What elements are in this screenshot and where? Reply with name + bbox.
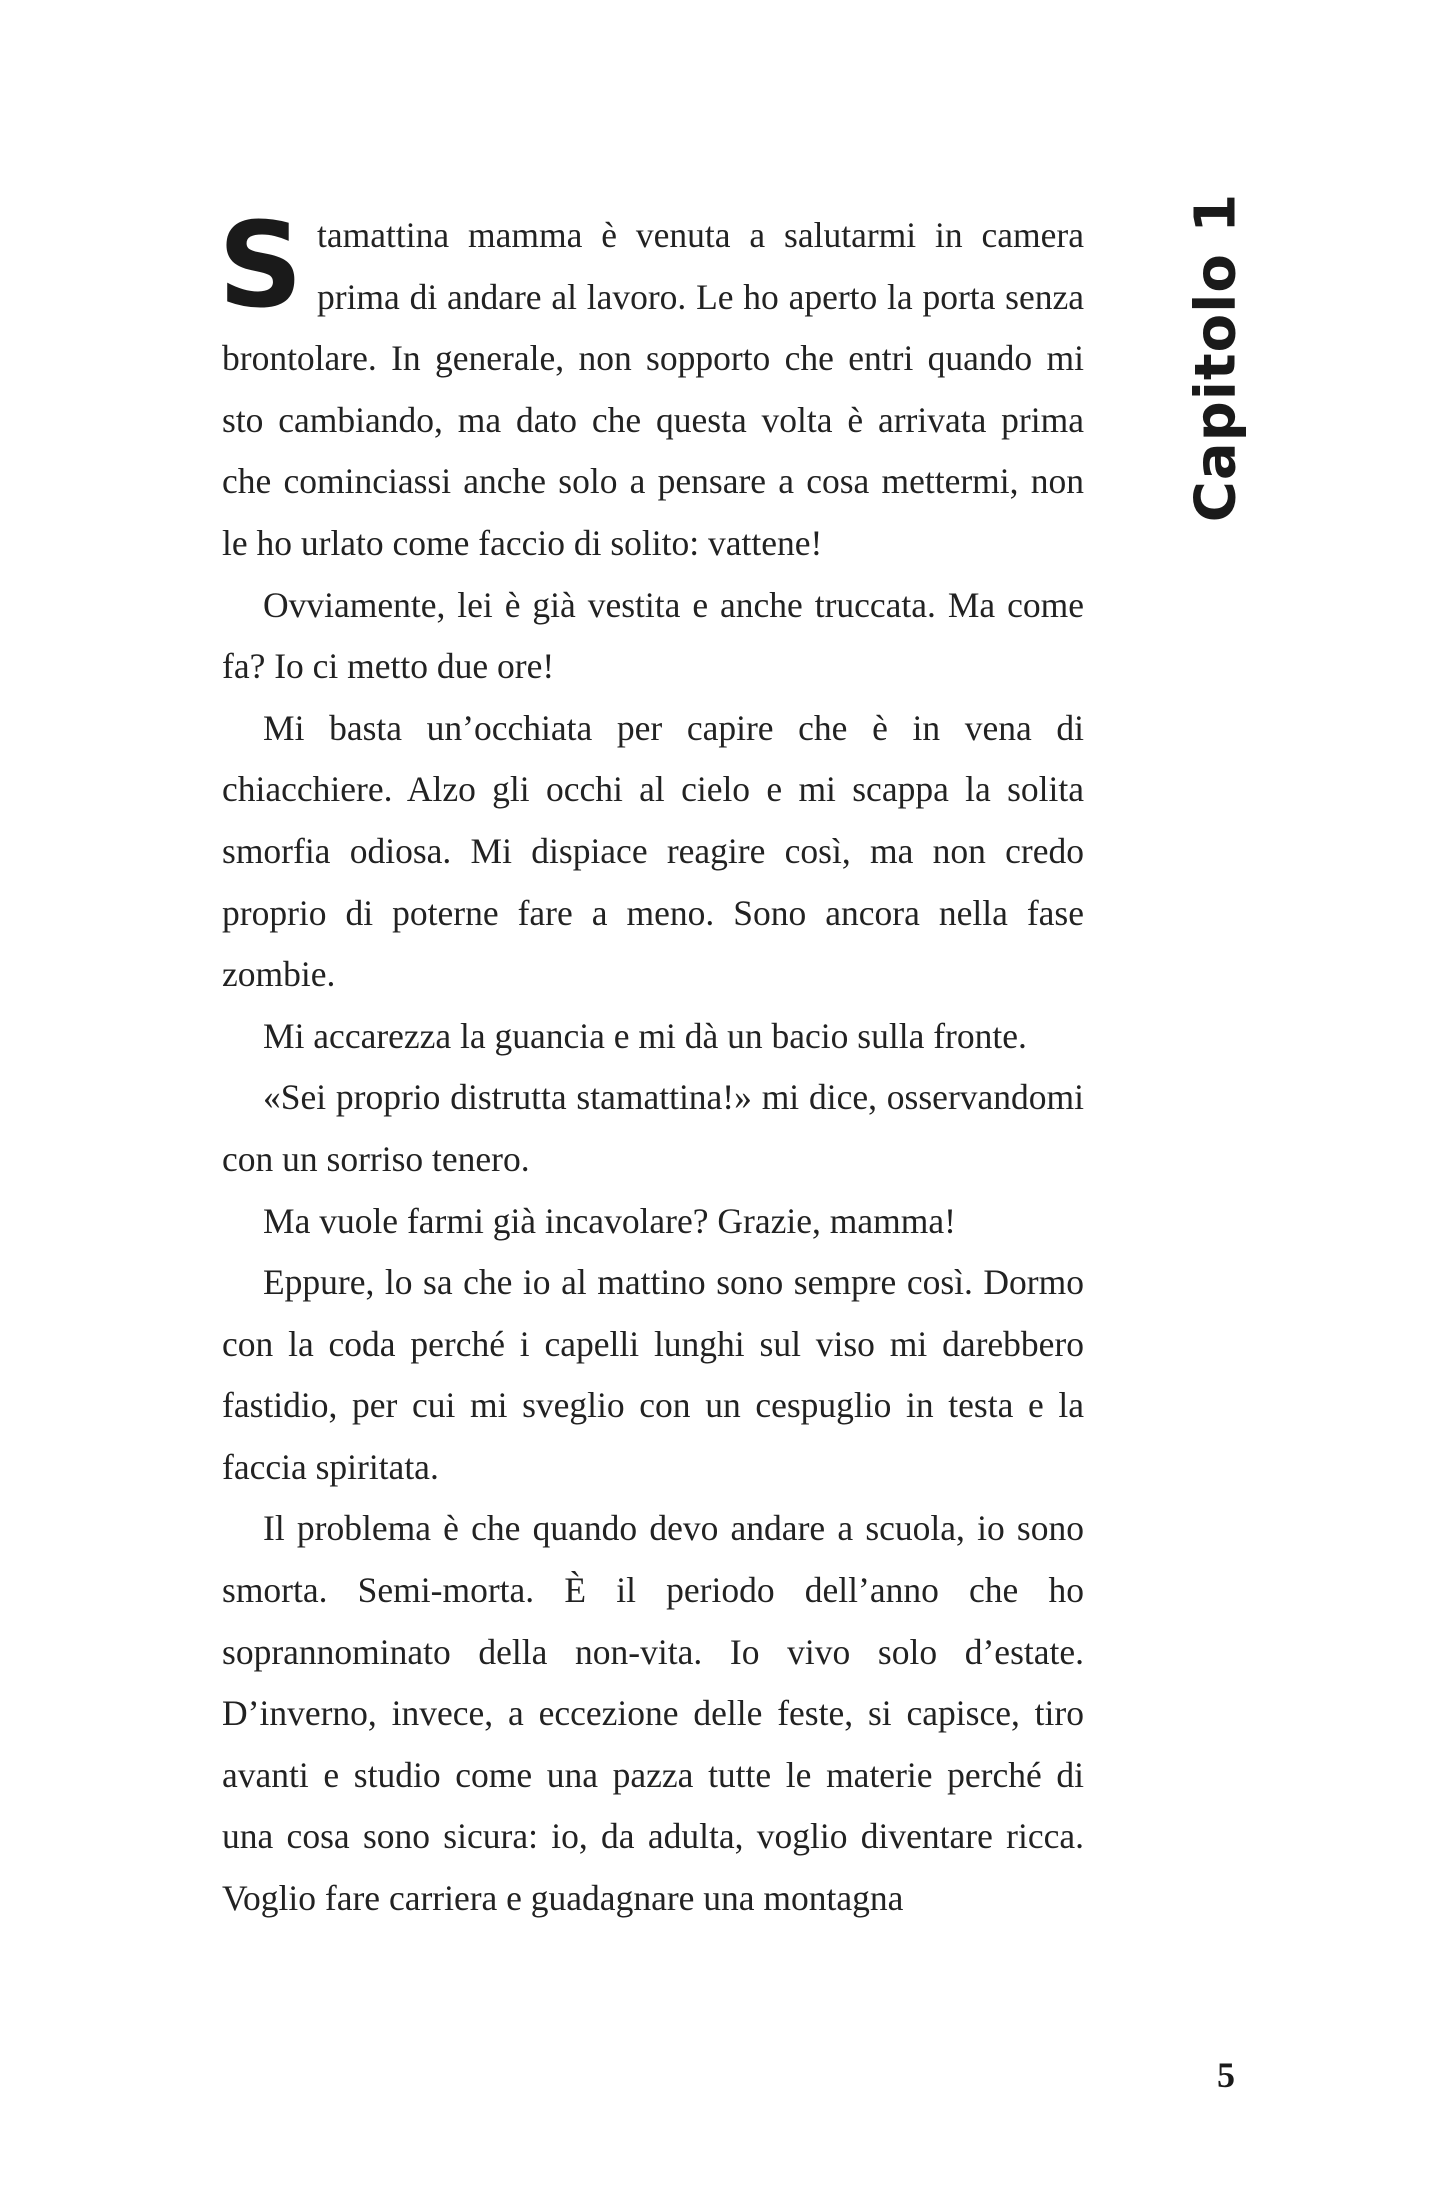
paragraph-3: Mi basta un’occhiata per capire che è in vena di chiacchiere. Alzo gli occhi al cielo e mi scappa la solita smorfia odiosa. Mi dispiace reagire così, ma non credo proprio di poterne fare a meno. Sono ancora nella fase zombie. (222, 707, 1084, 995)
chapter-body (218, 196, 1084, 1930)
chapter-heading-text: Capitolo 1 (1183, 192, 1249, 522)
paragraph-1 (218, 196, 1084, 575)
paragraph-6: Ma vuole farmi già incavolare? Grazie, mamma! (263, 1200, 956, 1241)
chapter-heading (1166, 192, 1266, 522)
paragraph-4: Mi accarezza la guancia e mi dà un bacio sulla fronte. (263, 1015, 1027, 1056)
paragraph-8: Il problema è che quando devo andare a scuola, io sono smorta. Semi-morta. È il periodo dell’anno che ho soprannominato della non-vita. Io vivo solo d’estate. D’inverno, invece, a eccezione delle feste, si capisce, tiro avanti e studio come una pazza tutte le materie perché di una cosa sono sicura: io, da adulta, voglio diventare ricca. Voglio fare carriera e guadagnare una montagna (222, 1508, 1084, 1919)
paragraph-7: Eppure, lo sa che io al mattino sono sempre così. Dormo con la coda perché i capelli lunghi sul viso mi darebbero fastidio, per cui mi sveglio con un cespuglio in testa e la faccia spiritata. (222, 1262, 1084, 1487)
paragraph-5: «Sei proprio distrutta stamattina!» mi dice, osservandomi con un sorriso tenero. (222, 1077, 1084, 1179)
paragraph-1-text: tamattina mamma è venuta a salutarmi in camera prima di andare al lavoro. Le ho aperto la porta senza brontolare. In generale, non sopporto che entri quando mi sto cambiando, ma dato che questa volta è arrivata prima che cominciassi anche solo a pensare a cosa mettermi, non le ho urlato come faccio di solito: vattene! (222, 215, 1084, 563)
paragraph-2: Ovviamente, lei è già vestita e anche truccata. Ma come fa? Io ci metto due ore! (222, 584, 1084, 687)
drop-cap: S (218, 196, 303, 334)
page-number: 5 (1217, 2055, 1235, 2095)
